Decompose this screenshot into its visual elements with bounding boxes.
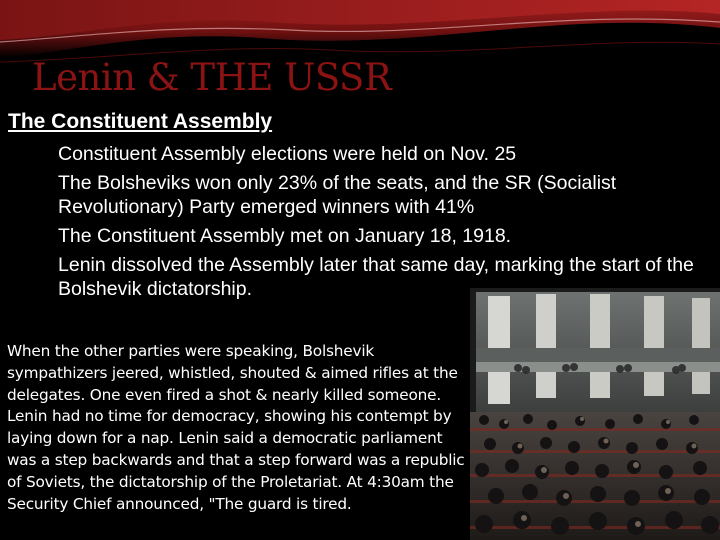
bullet-text: The Bolsheviks won only 23% of the seats, and the SR (Socialist Revolutionary) Party emerged winners with 41%	[58, 172, 617, 218]
slide-title: Lenin & THE USSR	[32, 56, 392, 99]
body-paragraph: When the other parties were speaking, Bolshevik sympathizers jeered, whistled, shouted & aimed rifles at the delegates. One even fired a shot & nearly killed someone. Lenin had no time for democracy, showing his contempt by laying down for a nap. Lenin said a democratic parliament was a step backwards and that a step forward was a republic of Soviets, the dictatorship of the Proletariat. At 4:30am the Security Chief announced, "The guard is tired.	[7, 342, 465, 513]
bullet-text: Constituent Assembly elections were held on Nov. 25	[58, 143, 517, 165]
assembly-hall-photo	[470, 288, 720, 540]
bullet-text: The Constituent Assembly met on January 18, 1918.	[58, 225, 512, 247]
bullet-list	[30, 142, 715, 306]
bullet-item	[30, 171, 715, 219]
bullet-icon	[30, 253, 58, 301]
bullet-item	[30, 142, 715, 166]
bullet-icon	[30, 142, 58, 166]
bullet-icon	[30, 224, 58, 248]
bullet-item	[30, 224, 715, 248]
bullet-text: Lenin dissolved the Assembly later that same day, marking the start of the Bolshevik dictatorship.	[58, 254, 694, 300]
section-heading: The Constituent Assembly	[8, 110, 273, 133]
bullet-icon	[30, 171, 58, 219]
